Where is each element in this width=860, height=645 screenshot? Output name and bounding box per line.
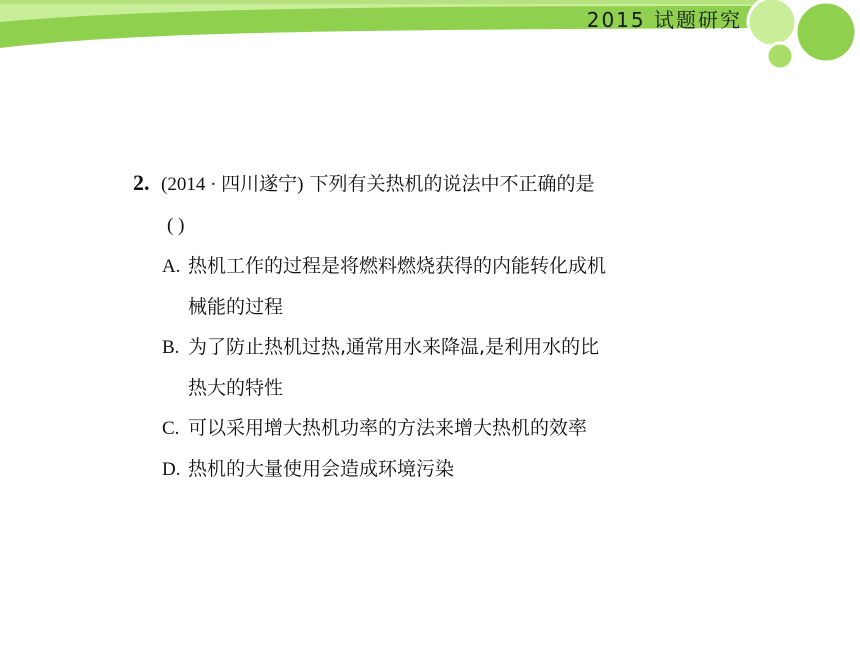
- option-d-letter: D.: [162, 459, 181, 480]
- option-c-letter: C.: [162, 418, 180, 439]
- option-a-continuation: 械能的过程: [188, 296, 284, 318]
- question-stem: [130, 163, 770, 205]
- option-b-letter: B.: [162, 337, 180, 358]
- option-b-continuation: 热大的特性: [188, 377, 284, 399]
- header-circle-small: [767, 43, 793, 69]
- option-a-text: 热机工作的过程是将燃料燃烧获得的内能转化成机: [188, 255, 607, 277]
- question-number: 2.: [133, 170, 150, 195]
- option-d: [130, 449, 770, 490]
- question-block: [130, 163, 770, 490]
- option-c-text: 可以采用增大热机功率的方法来增大热机的效率: [188, 417, 588, 439]
- option-b: [130, 327, 770, 368]
- header-circle-large: [796, 2, 856, 62]
- option-a-letter: A.: [162, 256, 181, 277]
- header-title: 2015 试题研究: [586, 8, 742, 32]
- option-b-text: 为了防止热机过热,通常用水来降温,是利用水的比: [188, 336, 600, 358]
- option-d-text: 热机的大量使用会造成环境污染: [188, 458, 455, 480]
- question-source: (2014 · 四川遂宁): [161, 174, 304, 195]
- answer-blank: ( ): [167, 215, 185, 236]
- answer-blank-line: [130, 205, 770, 246]
- header-circle-medium: [748, 0, 796, 46]
- question-stem-text: 下列有关热机的说法中不正确的是: [309, 173, 595, 195]
- option-c: [130, 408, 770, 449]
- option-a: [130, 246, 770, 287]
